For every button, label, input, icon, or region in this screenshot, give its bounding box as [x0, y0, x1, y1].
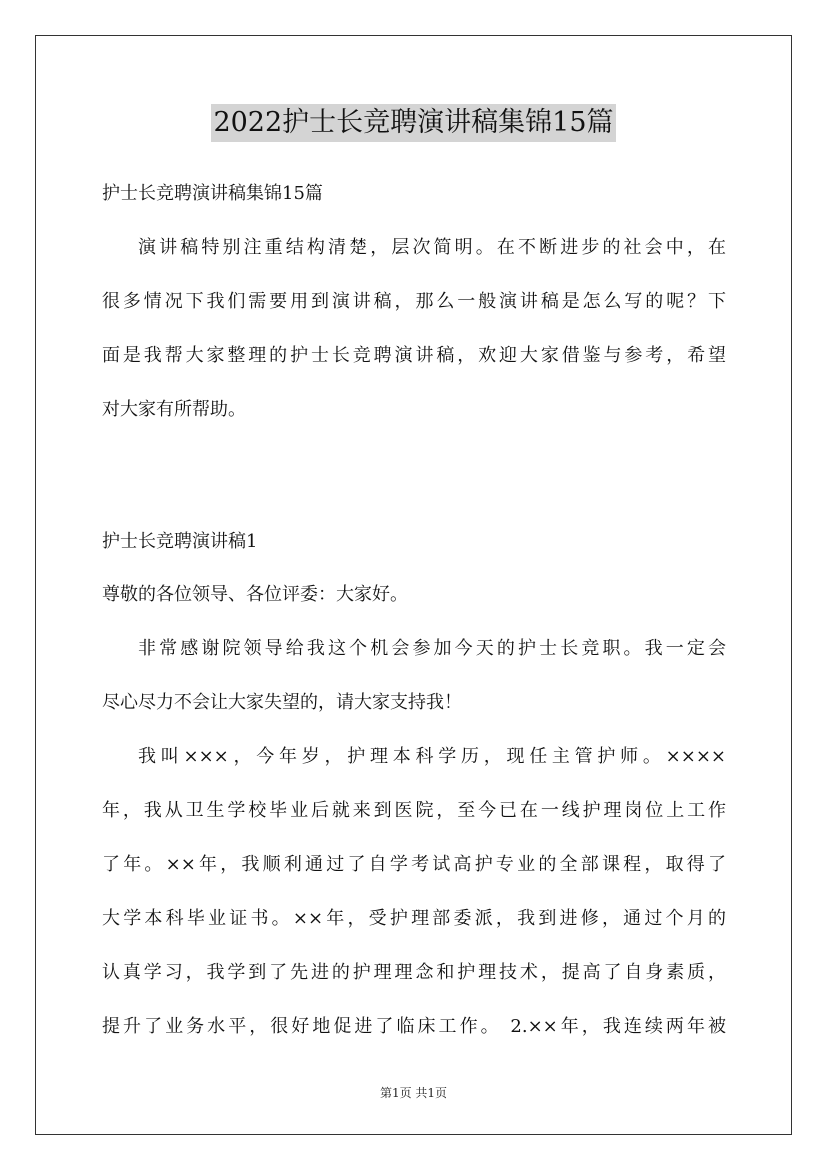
title-container [0, 104, 827, 142]
page-footer: 第1页 共1页 [379, 1086, 448, 1100]
body-line: 年，我从卫生学校毕业后就来到医院，至今已在一线护理岗位上工作 [102, 800, 726, 821]
body-line: 提升了业务水平，很好地促进了临床工作。 2.××年，我连续两年被 [102, 1016, 726, 1037]
body-line: 我叫×××，今年岁，护理本科学历，现任主管护师。×××× [138, 746, 726, 767]
body-line: 认真学习，我学到了先进的护理理念和护理技术，提高了自身素质， [102, 962, 726, 983]
body-line: 大学本科毕业证书。××年，受护理部委派，我到进修，通过个月的 [102, 908, 726, 929]
section-heading: 护士长竞聘演讲稿1 [102, 531, 258, 552]
body-paragraph-2 [102, 730, 726, 1054]
document-body [102, 176, 726, 1054]
document-title: 2022护士长竞聘演讲稿集锦15篇 [211, 104, 615, 142]
greeting-line: 尊敬的各位领导、各位评委：大家好。 [102, 584, 408, 605]
body-line: 了年。××年，我顺利通过了自学考试高护专业的全部课程，取得了 [102, 854, 726, 875]
body-line: 非常感谢院领导给我这个机会参加今天的护士长竞职。我一定会 [138, 638, 726, 659]
body-line: 尽心尽力不会让大家失望的，请大家支持我！ [102, 692, 462, 713]
intro-paragraph [102, 221, 726, 437]
document-subtitle: 护士长竞聘演讲稿集锦15篇 [102, 183, 323, 204]
intro-line: 面是我帮大家整理的护士长竞聘演讲稿，欢迎大家借鉴与参考，希望 [102, 345, 726, 366]
intro-line: 很多情况下我们需要用到演讲稿，那么一般演讲稿是怎么写的呢？下 [102, 291, 726, 312]
intro-line: 演讲稿特别注重结构清楚，层次简明。在不断进步的社会中，在 [138, 237, 726, 258]
body-paragraph-1 [102, 622, 726, 730]
intro-line: 对大家有所帮助。 [102, 399, 246, 420]
